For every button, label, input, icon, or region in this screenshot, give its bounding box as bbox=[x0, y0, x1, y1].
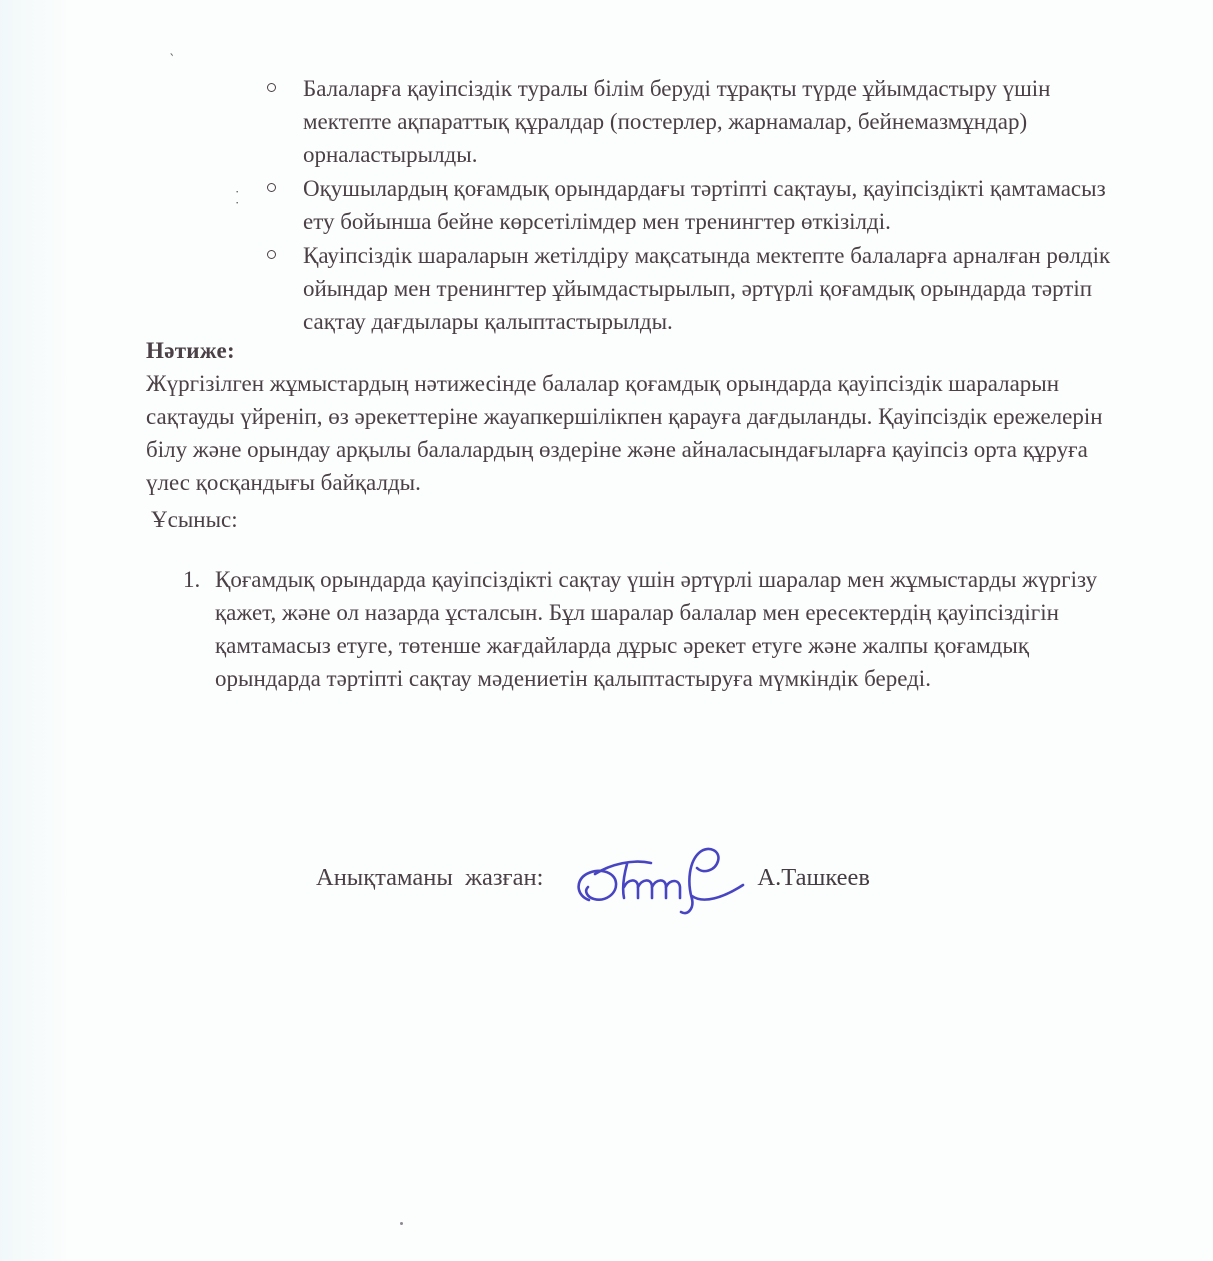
scan-speck: ` bbox=[166, 51, 175, 69]
item-number: 1. bbox=[183, 567, 201, 592]
bullet-text: Балаларға қауіпсіздік туралы білім беруді тұрақты түрде ұйымдастыру үшін мектепте ақпараттық құралдар (постерлер, жарнамалар, бейнемазмұндар) орналастырылды. bbox=[303, 76, 1051, 167]
item-text: Қоғамдық орындарда қауіпсіздікті сақтау үшін әртүрлі шаралар мен жұмыстарды жүргізу қажет, және ол назарда ұсталсын. Бұл шаралар балалар мен ересектердің қауіпсіздігін қамтамасыз етуге, төтенше жағдайларда дұрыс әрекет етуге және жалпы қоғамдық орындарда тәртіпті сақтау мәдениетін қалыптастыруға мүмкіндік береді. bbox=[215, 567, 1098, 691]
signature-name: А.Ташкеев bbox=[757, 864, 870, 891]
signature-row bbox=[316, 858, 870, 928]
result-paragraph: Жүргізілген жұмыстардың нәтижесінде балалар қоғамдық орындарда қауіпсіздік шараларын сақтауды үйреніп, өз әрекеттеріне жауапкершілікпен қарауға дағдыланды. Қауіпсіздік ережелерін білу және орындау арқылы балалардың өздеріне және айналасындағыларға қауіпсіз орта құруға үлес қосқандығы байқалды. bbox=[146, 371, 1103, 495]
bullet-text: Оқушылардың қоғамдық орындардағы тәртіпті сақтауы, қауіпсіздікті қамтамасыз ету бойынша бейне көрсетілімдер мен тренингтер өткізілді. bbox=[303, 176, 1106, 234]
signature-ink bbox=[571, 844, 749, 928]
signature-label: Анықтаманы жазған: bbox=[316, 864, 544, 891]
bullet-item bbox=[265, 239, 1125, 338]
result-section bbox=[146, 334, 1114, 499]
result-heading: Нәтиже: bbox=[146, 338, 235, 363]
numbered-item bbox=[183, 563, 1128, 695]
scan-speck: · · bbox=[235, 184, 240, 210]
bullet-text: Қауіпсіздік шараларын жетілдіру мақсатында мектепте балаларға арналған рөлдік ойындар мен тренингтер ұйымдастырылып, әртүрлі қоғамдық орындарда тәртіп сақтау дағдылары қалыптастырылды. bbox=[303, 243, 1111, 334]
scan-speck bbox=[400, 1222, 403, 1225]
bullet-dot bbox=[267, 250, 276, 259]
bullet-dot bbox=[267, 83, 276, 92]
bullet-item bbox=[265, 172, 1125, 238]
signature-strokes bbox=[579, 849, 743, 913]
bullet-item bbox=[265, 72, 1125, 171]
suggestion-heading: Ұсыныс: bbox=[151, 507, 238, 532]
bullet-list bbox=[265, 72, 1125, 339]
bullet-dot bbox=[267, 183, 276, 192]
